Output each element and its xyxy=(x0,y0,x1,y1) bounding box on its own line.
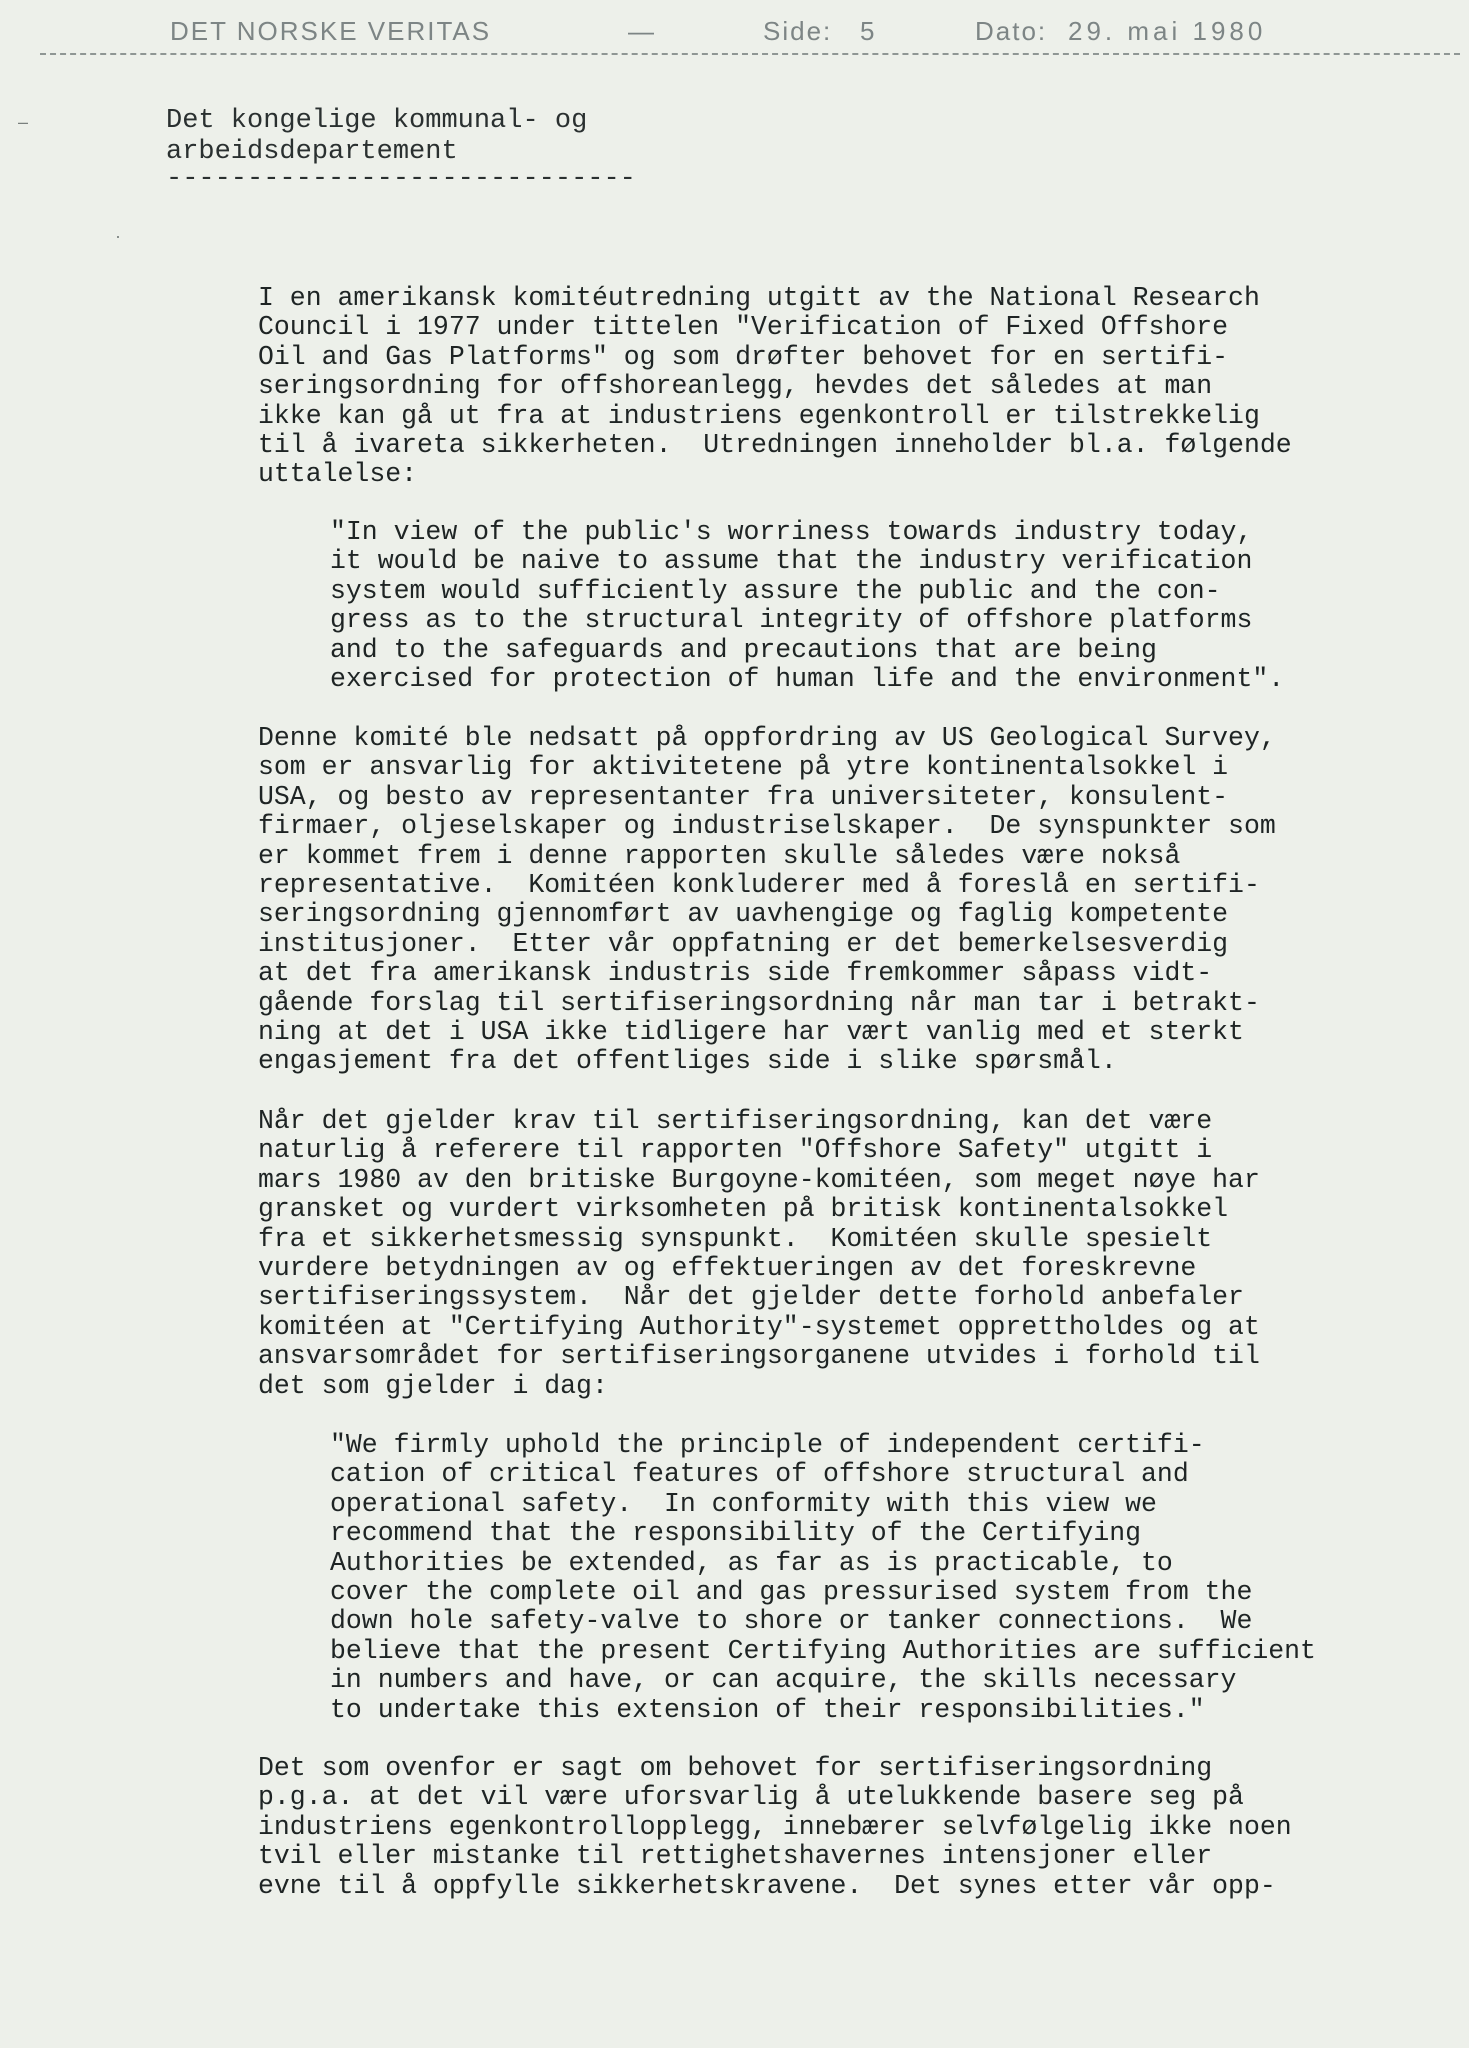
addressee-underline: ----------------------------- xyxy=(166,164,636,194)
page-number: 5 xyxy=(860,16,877,46)
addressee: Det kongelige kommunal- og arbeidsdepartement xyxy=(166,106,588,167)
quote-2: "We firmly uphold the principle of independent certifi- cation of critical features of offshore structural and operational safety. In conformity with this view we recommend that the responsibility of the Certifying Authorities be extended, as far as is practicable, to cover the complete oil and gas pressurised system from the down hole safety-valve to shore or tanker connections. We believe that the present Certifying Authorities are sufficient in numbers and have, or can acquire, the skills necessary to undertake this extension of their responsibilities." xyxy=(330,1430,1316,1725)
date-value: 29. mai 1980 xyxy=(1068,16,1267,46)
date-label: Dato: xyxy=(975,16,1048,46)
paragraph-3: Når det gjelder krav til sertifiseringsordning, kan det være naturlig å referere til rapporten "Offshore Safety" utgitt i mars 1980 av den britiske Burgoyne-komitéen, som meget nøye har gransket og vurdert virksomheten på britisk kontinentalsokkel fra et sikkerhetsmessig synspunkt. Komitéen skulle spesielt vurdere betydningen av og effektueringen av det foreskrevne sertifiseringssystem. Når det gjelder dette forhold anbefaler komitéen at "Certifying Authority"-systemet opprettholdes og at ansvarsområdet for sertifiseringsorganene utvides i forhold til det som gjelder i dag: xyxy=(258,1106,1260,1401)
margin-mark: · xyxy=(115,226,121,246)
paragraph-4: Det som ovenfor er sagt om behovet for sertifiseringsordning p.g.a. at det vil være uforsvarlig å utelukkende basere seg på industriens egenkontrollopplegg, innebærer selvfølgelig ikke noen tvil eller mistanke til rettighetshavernes intensjoner eller evne til å oppfylle sikkerhetskravene. Det synes etter vår opp- xyxy=(258,1753,1292,1901)
company-name: DET NORSKE VERITAS xyxy=(170,16,492,46)
paragraph-2: Denne komité ble nedsatt på oppfordring av US Geological Survey, som er ansvarlig for aktivitetene på ytre kontinentalsokkel i USA, og besto av representanter fra universiteter, konsulent- firmaer, oljeselskaper og industriselskaper. De synspunkter som er kommet frem i denne rapporten skulle således være nokså representative. Komitéen konkluderer med å foreslå en sertifi- seringsordning gjennomført av uavhengige og faglig kompetente institusjoner. Etter vår oppfatning er det bemerkelsesverdig at det fra amerikansk industris side fremkommer såpass vidt- gående forslag til sertifiseringsordning når man tar i betrakt- ning at det i USA ikke tidligere har vært vanlig med et sterkt engasjement fra det offentliges side i slike spørsmål. xyxy=(258,723,1276,1077)
quote-1: "In view of the public's worriness towards industry today, it would be naive to assume that the industry verification system would sufficiently assure the public and the con- gress as to the structural integrity of offshore platforms and to the safeguards and precautions that are being exercised for protection of human life and the environment". xyxy=(330,517,1285,695)
margin-mark: – xyxy=(18,112,29,132)
paragraph-1: I en amerikansk komitéutredning utgitt av the National Research Council i 1977 under tittelen "Verification of Fixed Offshore Oil and Gas Platforms" og som drøfter behovet for en sertifi- seringsordning for offshoreanlegg, hevdes det således at man ikke kan gå ut fra at industriens egenkontroll er tilstrekkelig til å ivareta sikkerheten. Utredningen inneholder bl.a. følgende uttalelse: xyxy=(258,283,1292,490)
page-label: Side: xyxy=(763,16,833,46)
header-dash: — xyxy=(628,16,656,46)
header-divider xyxy=(40,53,1460,55)
